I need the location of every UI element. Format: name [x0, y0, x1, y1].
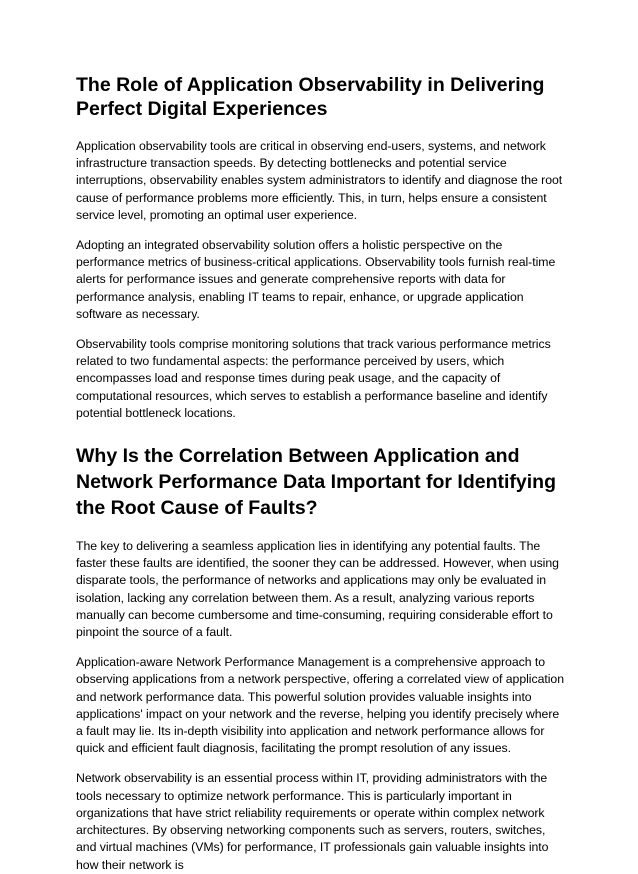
- paragraph: Application observability tools are critical in observing end-users, systems, and network infrastructure transaction speeds. By detecting bottlenecks and potential service interruptions, observability enables system administrators to identify and diagnose the root cause of performance problems more efficiently. This, in turn, helps ensure a consistent service level, promoting an optimal user experience.: [76, 139, 563, 222]
- paragraph: The key to delivering a seamless application lies in identifying any potential faults. The faster these faults are identified, the sooner they can be addressed. However, when using disparate tools, the performance of networks and applications may only be evaluated in isolation, lacking any correlation between them. As a result, analyzing various reports manually can become cumbersome and time-consuming, requiring considerable effort to pinpoint the source of a fault.: [76, 539, 559, 640]
- paragraph: Network observability is an essential process within IT, providing administrators with the tools necessary to optimize network performance. This is particularly important in organizations that have strict reliability requirements or operate within complex network architectures. By observing networking components such as servers, routers, switches, and virtual machines (VMs) for performance, IT professionals gain valuable insights into how their network is: [76, 771, 549, 872]
- paragraph: Application-aware Network Performance Management is a comprehensive approach to observing applications from a network perspective, offering a correlated view of application and network performance data. This powerful solution provides valuable insights into applications' impact on your network and the reverse, helping you identify precisely where a fault may lie. Its in-depth visibility into application and network performance allows for quick and efficient fault diagnosis, facilitating the prompt resolution of any issues.: [76, 655, 564, 756]
- heading-correlation-importance: Why Is the Correlation Between Application and Network Performance Data Important for Identifying the Root Cause of Faults?: [76, 445, 556, 520]
- paragraph: Observability tools comprise monitoring solutions that track various performance metrics related to two fundamental aspects: the performance perceived by users, which encompasses load and response times during peak usage, and the capacity of computational resources, which serves to establish a performance baseline and identify potential bottleneck locations.: [76, 337, 551, 420]
- heading-application-observability: The Role of Application Observability in Delivering Perfect Digital Experiences: [76, 74, 545, 120]
- paragraph: Adopting an integrated observability solution offers a holistic perspective on the performance metrics of business-critical applications. Observability tools furnish real-time alerts for performance issues and generate comprehensive reports with data for performance analysis, enabling IT teams to repair, enhance, or upgrade application software as necessary.: [76, 238, 556, 321]
